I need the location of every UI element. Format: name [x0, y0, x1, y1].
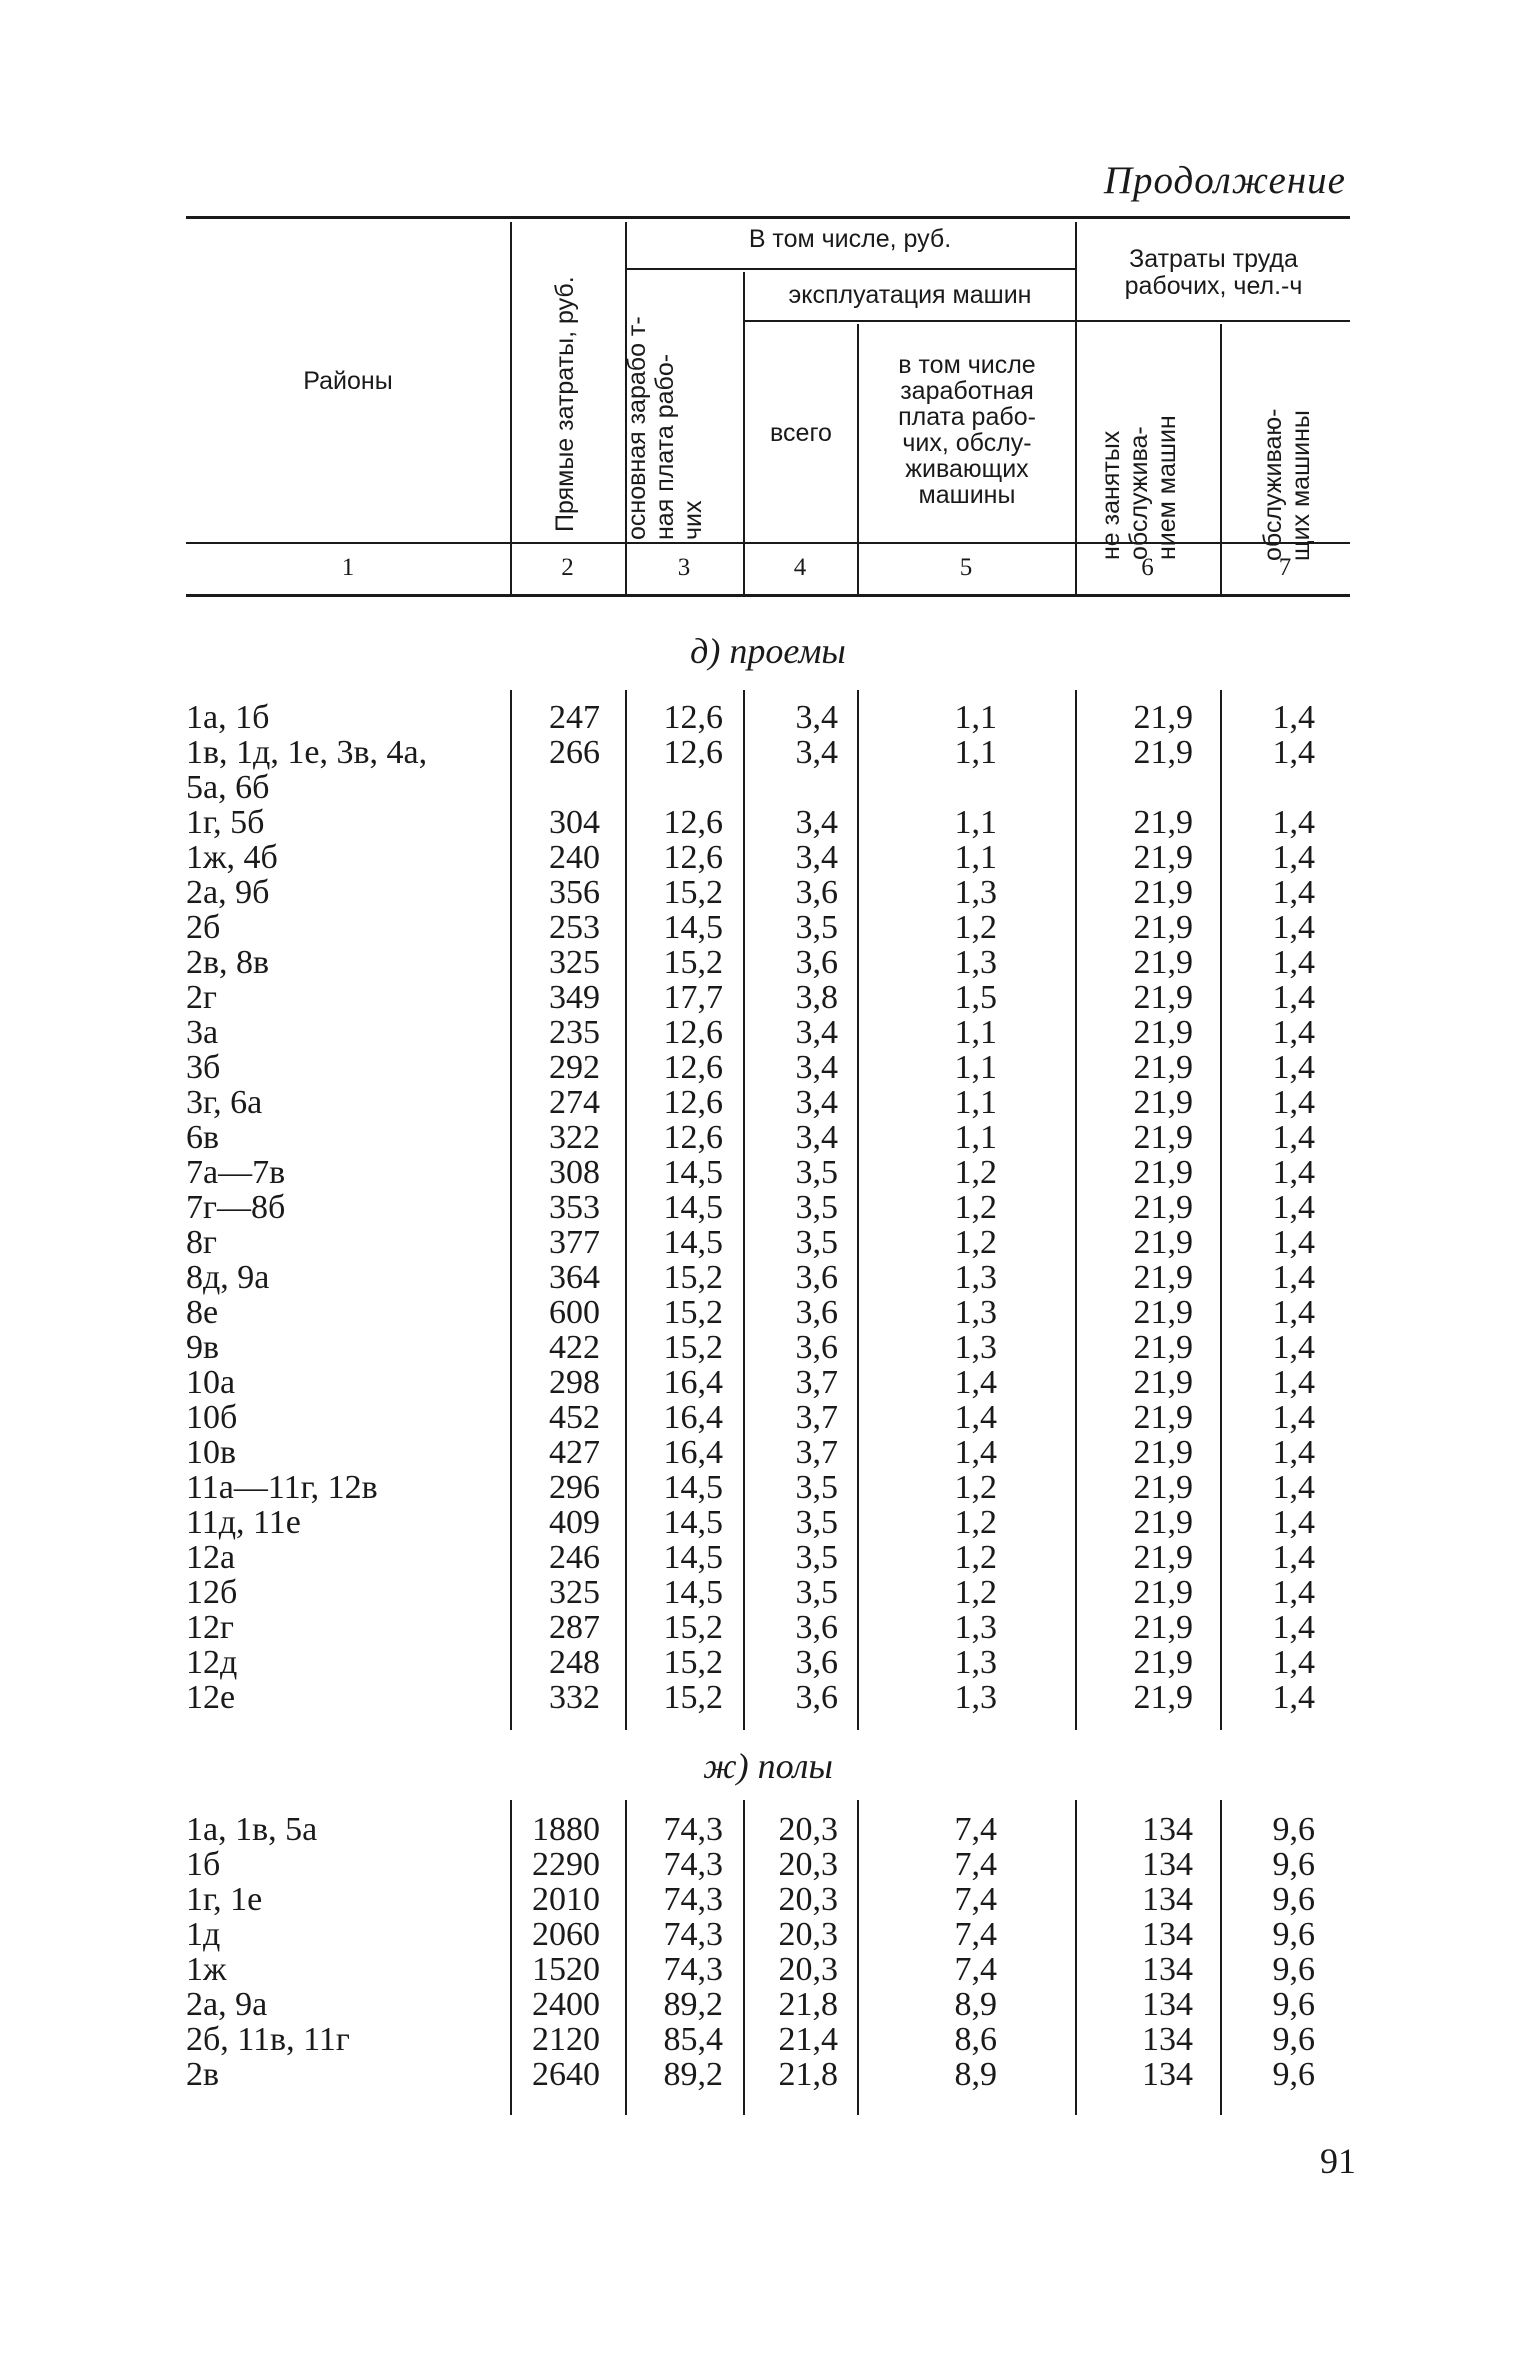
- region-cell: 1ж, 4б: [186, 839, 278, 876]
- region-cell: 3а: [186, 1014, 219, 1051]
- machines-rule: [743, 320, 1075, 322]
- header-incl-wage: в том числе заработная плата рабо- чих, обслу- живающих машины: [898, 351, 1036, 509]
- header-top-rule: [186, 216, 1350, 219]
- value-cell: 21,9: [1133, 874, 1193, 911]
- value-cell: 1,2: [954, 1469, 997, 1506]
- labor-rule: [1075, 320, 1350, 322]
- value-cell: 134: [1142, 2021, 1193, 2058]
- value-cell: 3,6: [795, 1329, 838, 1366]
- value-cell: 3,5: [795, 909, 838, 946]
- value-cell: 325: [549, 1574, 600, 1611]
- value-cell: 20,3: [778, 1951, 838, 1988]
- value-cell: 12,6: [663, 1084, 723, 1121]
- value-cell: 21,9: [1133, 979, 1193, 1016]
- region-cell: 2а, 9а: [186, 1986, 268, 2023]
- region-cell: 1ж: [186, 1951, 227, 1988]
- value-cell: 74,3: [663, 1846, 723, 1883]
- value-cell: 7,4: [954, 1881, 997, 1918]
- value-cell: 1,4: [1272, 1329, 1315, 1366]
- section-title: д) проемы: [690, 631, 846, 671]
- value-cell: 21,9: [1133, 1084, 1193, 1121]
- value-cell: 14,5: [663, 909, 723, 946]
- value-cell: 9,6: [1272, 2056, 1315, 2093]
- value-cell: 1,4: [1272, 1399, 1315, 1436]
- value-cell: 9,6: [1272, 1951, 1315, 1988]
- value-cell: 15,2: [663, 1644, 723, 1681]
- value-cell: 21,9: [1133, 1574, 1193, 1611]
- value-cell: 1,4: [1272, 1644, 1315, 1681]
- value-cell: 3,5: [795, 1469, 838, 1506]
- value-cell: 266: [549, 734, 600, 771]
- region-cell: 2б, 11в, 11г: [186, 2021, 350, 2058]
- value-cell: 17,7: [663, 979, 723, 1016]
- value-cell: 1,5: [954, 979, 997, 1016]
- col-number: 4: [793, 554, 807, 581]
- value-cell: 20,3: [778, 1846, 838, 1883]
- value-cell: 246: [549, 1539, 600, 1576]
- value-cell: 21,9: [1133, 1294, 1193, 1331]
- value-cell: 452: [549, 1399, 600, 1436]
- region-cell: 10а: [186, 1364, 236, 1401]
- value-cell: 21,9: [1133, 1609, 1193, 1646]
- value-cell: 21,9: [1133, 1049, 1193, 1086]
- value-cell: 1,4: [1272, 1014, 1315, 1051]
- value-cell: 9,6: [1272, 1846, 1315, 1883]
- value-cell: 1,3: [954, 1644, 997, 1681]
- value-cell: 409: [549, 1504, 600, 1541]
- value-cell: 1,1: [954, 839, 997, 876]
- value-cell: 600: [549, 1294, 600, 1331]
- value-cell: 14,5: [663, 1154, 723, 1191]
- value-cell: 134: [1142, 2056, 1193, 2093]
- value-cell: 12,6: [663, 1119, 723, 1156]
- value-cell: 1,4: [1272, 1294, 1315, 1331]
- region-cell: 1а, 1в, 5а: [186, 1811, 318, 1848]
- value-cell: 1,4: [1272, 1224, 1315, 1261]
- value-cell: 20,3: [778, 1916, 838, 1953]
- region-cell: 1г, 5б: [186, 804, 265, 841]
- value-cell: 134: [1142, 1951, 1193, 1988]
- value-cell: 1,4: [954, 1399, 997, 1436]
- region-cell: 11а—11г, 12в: [186, 1469, 378, 1506]
- value-cell: 1,4: [1272, 1434, 1315, 1471]
- value-cell: 3,6: [795, 1644, 838, 1681]
- region-cell: 6в: [186, 1119, 220, 1156]
- region-cell: 12г: [186, 1609, 234, 1646]
- value-cell: 1,4: [1272, 944, 1315, 981]
- value-cell: 240: [549, 839, 600, 876]
- value-cell: 89,2: [663, 1986, 723, 2023]
- region-cell: 1д: [186, 1916, 221, 1953]
- colnum-bottom-rule: [186, 594, 1350, 597]
- value-cell: 235: [549, 1014, 600, 1051]
- region-cell: 9в: [186, 1329, 220, 1366]
- region-cell: 12а: [186, 1539, 236, 1576]
- value-cell: 1,3: [954, 1329, 997, 1366]
- value-cell: 3,6: [795, 944, 838, 981]
- value-cell: 1,1: [954, 734, 997, 771]
- page-number: 91: [1320, 2141, 1356, 2181]
- value-cell: 20,3: [778, 1881, 838, 1918]
- value-cell: 3,4: [795, 1049, 838, 1086]
- value-cell: 85,4: [663, 2021, 723, 2058]
- header-divider: [510, 222, 512, 594]
- value-cell: 14,5: [663, 1224, 723, 1261]
- value-cell: 21,9: [1133, 1504, 1193, 1541]
- value-cell: 3,7: [795, 1364, 838, 1401]
- value-cell: 325: [549, 944, 600, 981]
- region-cell: 7а—7в: [186, 1154, 286, 1191]
- value-cell: 21,9: [1133, 1329, 1193, 1366]
- region-cell: 1г, 1е: [186, 1881, 263, 1918]
- region-cell: 10б: [186, 1399, 238, 1436]
- value-cell: 7,4: [954, 1811, 997, 1848]
- value-cell: 21,9: [1133, 734, 1193, 771]
- value-cell: 1880: [532, 1811, 600, 1848]
- value-cell: 298: [549, 1364, 600, 1401]
- value-cell: 1,2: [954, 1189, 997, 1226]
- value-cell: 1,4: [1272, 839, 1315, 876]
- value-cell: 304: [549, 804, 600, 841]
- section-title: ж) полы: [703, 1746, 833, 1786]
- region-cell: 1б: [186, 1846, 221, 1883]
- value-cell: 3,7: [795, 1399, 838, 1436]
- value-cell: 3,5: [795, 1154, 838, 1191]
- region-cell: 1а, 1б: [186, 699, 270, 736]
- value-cell: 21,9: [1133, 1434, 1193, 1471]
- value-cell: 3,6: [795, 1259, 838, 1296]
- value-cell: 3,4: [795, 1014, 838, 1051]
- value-cell: 9,6: [1272, 2021, 1315, 2058]
- value-cell: 3,5: [795, 1224, 838, 1261]
- region-cell: 2б: [186, 909, 221, 946]
- value-cell: 2010: [532, 1881, 600, 1918]
- col-number: 2: [561, 554, 574, 581]
- value-cell: 3,5: [795, 1539, 838, 1576]
- value-cell: 287: [549, 1609, 600, 1646]
- value-cell: 1,4: [1272, 1154, 1315, 1191]
- value-cell: 1,3: [954, 944, 997, 981]
- value-cell: 21,9: [1133, 1399, 1193, 1436]
- value-cell: 74,3: [663, 1916, 723, 1953]
- value-cell: 8,9: [954, 1986, 997, 2023]
- value-cell: 9,6: [1272, 1811, 1315, 1848]
- value-cell: 1,4: [954, 1364, 997, 1401]
- value-cell: 1,2: [954, 1504, 997, 1541]
- value-cell: 353: [549, 1189, 600, 1226]
- value-cell: 1,4: [1272, 874, 1315, 911]
- value-cell: 1,3: [954, 874, 997, 911]
- value-cell: 14,5: [663, 1504, 723, 1541]
- value-cell: 16,4: [663, 1434, 723, 1471]
- value-cell: 9,6: [1272, 1986, 1315, 2023]
- value-cell: 1,4: [1272, 804, 1315, 841]
- value-cell: 12,6: [663, 734, 723, 771]
- value-cell: 21,9: [1133, 1364, 1193, 1401]
- value-cell: 308: [549, 1154, 600, 1191]
- value-cell: 377: [549, 1224, 600, 1261]
- value-cell: 7,4: [954, 1846, 997, 1883]
- value-cell: 3,4: [795, 699, 838, 736]
- value-cell: 21,9: [1133, 1189, 1193, 1226]
- value-cell: 14,5: [663, 1469, 723, 1506]
- value-cell: 332: [549, 1679, 600, 1716]
- value-cell: 1,4: [1272, 1679, 1315, 1716]
- value-cell: 274: [549, 1084, 600, 1121]
- header-not-busy: не занятых обслужива- нием машин: [1097, 415, 1181, 560]
- value-cell: 1,2: [954, 1224, 997, 1261]
- value-cell: 21,8: [778, 1986, 838, 2023]
- value-cell: 2640: [532, 2056, 600, 2093]
- value-cell: 3,8: [795, 979, 838, 1016]
- header-serving: обслуживаю- щих машины: [1259, 408, 1315, 561]
- value-cell: 1,4: [1272, 1574, 1315, 1611]
- value-cell: 21,9: [1133, 1469, 1193, 1506]
- value-cell: 322: [549, 1119, 600, 1156]
- value-cell: 3,5: [795, 1189, 838, 1226]
- value-cell: 1,1: [954, 1119, 997, 1156]
- region-cell: 3б: [186, 1049, 221, 1086]
- region-cell: 2а, 9б: [186, 874, 270, 911]
- region-cell: 5а, 6б: [186, 769, 270, 806]
- value-cell: 15,2: [663, 1294, 723, 1331]
- region-cell: 11д, 11е: [186, 1504, 301, 1541]
- value-cell: 356: [549, 874, 600, 911]
- value-cell: 8,9: [954, 2056, 997, 2093]
- value-cell: 15,2: [663, 1679, 723, 1716]
- region-cell: 2в, 8в: [186, 944, 270, 981]
- value-cell: 1,2: [954, 909, 997, 946]
- value-cell: 134: [1142, 1986, 1193, 2023]
- value-cell: 2060: [532, 1916, 600, 1953]
- col-number: 6: [1141, 554, 1154, 581]
- value-cell: 15,2: [663, 1329, 723, 1366]
- value-cell: 2120: [532, 2021, 600, 2058]
- value-cell: 21,9: [1133, 1539, 1193, 1576]
- value-cell: 1,2: [954, 1154, 997, 1191]
- value-cell: 2290: [532, 1846, 600, 1883]
- header-direct-costs: Прямые затраты, руб.: [551, 276, 579, 532]
- value-cell: 1,4: [1272, 909, 1315, 946]
- value-cell: 1,4: [954, 1434, 997, 1471]
- value-cell: 21,9: [1133, 1014, 1193, 1051]
- value-cell: 3,6: [795, 1609, 838, 1646]
- value-cell: 12,6: [663, 1014, 723, 1051]
- region-cell: 8е: [186, 1294, 219, 1331]
- col-number: 5: [959, 554, 973, 581]
- region-cell: 3г, 6а: [186, 1084, 263, 1121]
- value-cell: 3,4: [795, 734, 838, 771]
- value-cell: 1,4: [1272, 1609, 1315, 1646]
- region-cell: 2в: [186, 2056, 220, 2093]
- value-cell: 1,4: [1272, 979, 1315, 1016]
- value-cell: 1,4: [1272, 1189, 1315, 1226]
- value-cell: 21,9: [1133, 1119, 1193, 1156]
- value-cell: 1,3: [954, 1294, 997, 1331]
- value-cell: 1,1: [954, 804, 997, 841]
- value-cell: 21,9: [1133, 839, 1193, 876]
- region-cell: 12б: [186, 1574, 238, 1611]
- value-cell: 253: [549, 909, 600, 946]
- value-cell: 74,3: [663, 1811, 723, 1848]
- value-cell: 134: [1142, 1846, 1193, 1883]
- region-cell: 8д, 9а: [186, 1259, 270, 1296]
- value-cell: 15,2: [663, 944, 723, 981]
- value-cell: 2400: [532, 1986, 600, 2023]
- col-number: 1: [341, 554, 355, 581]
- header-base-wage: основная зарабо т- ная плата рабо- чих: [623, 316, 707, 540]
- value-cell: 3,4: [795, 839, 838, 876]
- value-cell: 1520: [532, 1951, 600, 1988]
- value-cell: 21,9: [1133, 1644, 1193, 1681]
- value-cell: 15,2: [663, 874, 723, 911]
- value-cell: 1,4: [1272, 1364, 1315, 1401]
- value-cell: 16,4: [663, 1364, 723, 1401]
- value-cell: 3,6: [795, 874, 838, 911]
- region-cell: 12е: [186, 1679, 236, 1716]
- region-cell: 12д: [186, 1644, 238, 1681]
- col-number: 7: [1278, 554, 1292, 581]
- value-cell: 3,4: [795, 1119, 838, 1156]
- col-number: 3: [677, 554, 691, 581]
- value-cell: 21,4: [778, 2021, 838, 2058]
- value-cell: 1,4: [1272, 1084, 1315, 1121]
- value-cell: 3,7: [795, 1434, 838, 1471]
- value-cell: 3,6: [795, 1294, 838, 1331]
- value-cell: 14,5: [663, 1189, 723, 1226]
- value-cell: 21,9: [1133, 1224, 1193, 1261]
- region-cell: 8г: [186, 1224, 217, 1261]
- region-cell: 10в: [186, 1434, 237, 1471]
- value-cell: 21,9: [1133, 944, 1193, 981]
- continuation-label: Продолжение: [1103, 159, 1346, 202]
- value-cell: 422: [549, 1329, 600, 1366]
- region-cell: 2г: [186, 979, 217, 1016]
- value-cell: 9,6: [1272, 1881, 1315, 1918]
- value-cell: 1,4: [1272, 1504, 1315, 1541]
- header-total: всего: [770, 419, 832, 447]
- region-cell: 1в, 1д, 1е, 3в, 4а,: [186, 734, 428, 771]
- value-cell: 89,2: [663, 2056, 723, 2093]
- header-labor: Затраты труда рабочих, чел.-ч: [1124, 245, 1303, 300]
- value-cell: 12,6: [663, 699, 723, 736]
- header-regions: Районы: [303, 367, 393, 395]
- value-cell: 74,3: [663, 1951, 723, 1988]
- value-cell: 21,9: [1133, 804, 1193, 841]
- value-cell: 1,4: [1272, 1119, 1315, 1156]
- region-cell: 7г—8б: [186, 1189, 286, 1226]
- header-including: В том числе, руб.: [748, 225, 952, 253]
- value-cell: 1,1: [954, 1014, 997, 1051]
- value-cell: 1,4: [1272, 734, 1315, 771]
- value-cell: 15,2: [663, 1259, 723, 1296]
- value-cell: 7,4: [954, 1951, 997, 1988]
- value-cell: 3,4: [795, 1084, 838, 1121]
- value-cell: 1,4: [1272, 699, 1315, 736]
- value-cell: 134: [1142, 1916, 1193, 1953]
- value-cell: 247: [549, 699, 600, 736]
- value-cell: 3,5: [795, 1574, 838, 1611]
- including-rule: [625, 268, 1075, 270]
- value-cell: 20,3: [778, 1811, 838, 1848]
- value-cell: 21,9: [1133, 1679, 1193, 1716]
- value-cell: 15,2: [663, 1609, 723, 1646]
- value-cell: 1,3: [954, 1679, 997, 1716]
- value-cell: 14,5: [663, 1574, 723, 1611]
- value-cell: 16,4: [663, 1399, 723, 1436]
- header-machine-operation: эксплуатация машин: [788, 281, 1032, 309]
- value-cell: 14,5: [663, 1539, 723, 1576]
- value-cell: 296: [549, 1469, 600, 1506]
- value-cell: 1,4: [1272, 1469, 1315, 1506]
- value-cell: 1,4: [1272, 1539, 1315, 1576]
- value-cell: 349: [549, 979, 600, 1016]
- value-cell: 134: [1142, 1881, 1193, 1918]
- value-cell: 12,6: [663, 1049, 723, 1086]
- value-cell: 12,6: [663, 839, 723, 876]
- value-cell: 7,4: [954, 1916, 997, 1953]
- value-cell: 248: [549, 1644, 600, 1681]
- value-cell: 9,6: [1272, 1916, 1315, 1953]
- value-cell: 1,2: [954, 1539, 997, 1576]
- value-cell: 74,3: [663, 1881, 723, 1918]
- value-cell: 1,3: [954, 1259, 997, 1296]
- value-cell: 1,1: [954, 1049, 997, 1086]
- value-cell: 12,6: [663, 804, 723, 841]
- value-cell: 3,6: [795, 1679, 838, 1716]
- value-cell: 1,4: [1272, 1259, 1315, 1296]
- value-cell: 292: [549, 1049, 600, 1086]
- value-cell: 1,1: [954, 1084, 997, 1121]
- value-cell: 21,9: [1133, 699, 1193, 736]
- value-cell: 8,6: [954, 2021, 997, 2058]
- value-cell: 427: [549, 1434, 600, 1471]
- value-cell: 21,9: [1133, 1259, 1193, 1296]
- value-cell: 1,2: [954, 1574, 997, 1611]
- value-cell: 1,3: [954, 1609, 997, 1646]
- value-cell: 1,4: [1272, 1049, 1315, 1086]
- value-cell: 21,9: [1133, 909, 1193, 946]
- value-cell: 21,8: [778, 2056, 838, 2093]
- value-cell: 3,5: [795, 1504, 838, 1541]
- value-cell: 134: [1142, 1811, 1193, 1848]
- value-cell: 21,9: [1133, 1154, 1193, 1191]
- value-cell: 3,4: [795, 804, 838, 841]
- value-cell: 364: [549, 1259, 600, 1296]
- value-cell: 1,1: [954, 699, 997, 736]
